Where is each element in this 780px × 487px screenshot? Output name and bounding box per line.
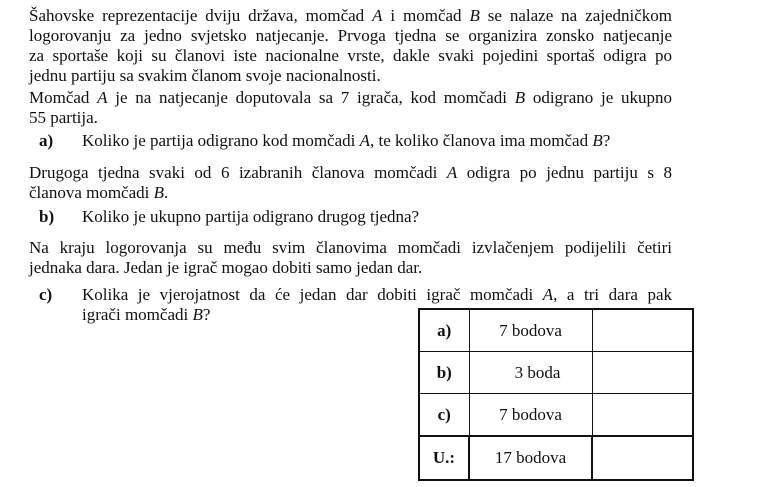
score-box[interactable] — [592, 352, 693, 394]
intro-line-3: za sportaše koji su članovi iste nacionalne vrste, dakle svaki pojedini sportaš odigra po — [29, 46, 672, 65]
paragraph-2-line-1: Drugoga tjedna svaki od 6 izabranih članova momčadi A odigra po jednu partiju s 8 — [29, 163, 672, 182]
score-table — [418, 308, 694, 481]
question-b-label: b) — [39, 207, 55, 226]
score-total-row — [419, 436, 693, 480]
score-points: 3 boda — [469, 352, 592, 394]
score-part: b) — [419, 352, 469, 394]
paragraph-3-line-2: jednaka dara. Jedan je igrač mogao dobiti samo jedan dar. — [29, 258, 423, 277]
intro-line-5: Momčad A je na natjecanje doputovala sa 7 igrača, kod momčadi B odigrano je ukupno — [29, 88, 672, 107]
intro-line-1: Šahovske reprezentacije dviju država, momčad A i momčad B se nalaze na zajedničkom — [29, 6, 672, 25]
score-points: 7 bodova — [469, 394, 592, 437]
question-c-line-2: igrači momčadi B? — [82, 305, 211, 324]
score-part: a) — [419, 309, 469, 352]
paragraph-2-line-2: članova momčadi B. — [29, 183, 169, 202]
score-total-label: U.: — [419, 436, 469, 480]
score-row — [419, 394, 693, 437]
intro-line-2: logorovanju za jedno svjetsko natjecanje. Prvoga tjedna se organizira zonsko natjecanje — [29, 26, 672, 45]
score-row — [419, 309, 693, 352]
score-points: 7 bodova — [469, 309, 592, 352]
question-c-line-1: Kolika je vjerojatnost da će jedan dar dobiti igrač momčadi A, a tri dara pak — [82, 285, 672, 304]
score-box[interactable] — [592, 394, 693, 437]
question-c-label: c) — [39, 285, 53, 304]
intro-line-6: 55 partija. — [29, 108, 98, 127]
question-a-label: a) — [39, 131, 54, 150]
question-a-text: Koliko je partija odigrano kod momčadi A, te koliko članova ima momčad B? — [82, 131, 611, 150]
score-box[interactable] — [592, 309, 693, 352]
score-total-points: 17 bodova — [469, 436, 592, 480]
score-part: c) — [419, 394, 469, 437]
score-total-box[interactable] — [592, 436, 693, 480]
score-row — [419, 352, 693, 394]
question-b-text: Koliko je ukupno partija odigrano drugog tjedna? — [82, 207, 420, 226]
intro-line-4: jednu partiju sa svakim članom svoje nacionalnosti. — [29, 66, 381, 85]
paragraph-3-line-1: Na kraju logorovanja su među svim članovima momčadi izvlačenjem podijelili četiri — [29, 238, 672, 257]
